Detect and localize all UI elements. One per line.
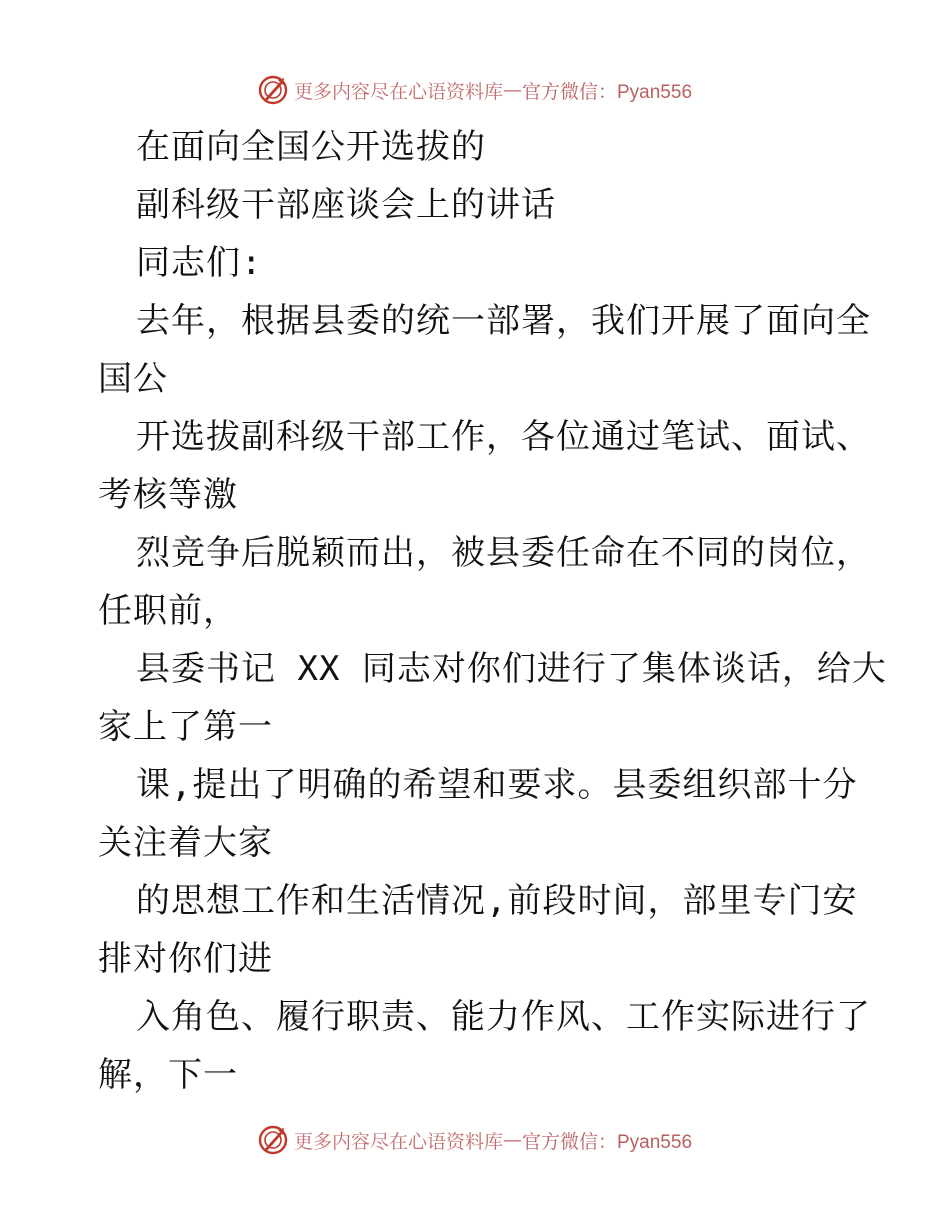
text-line: 国公	[98, 359, 168, 399]
text-line: 烈竞争后脱颖而出，被县委任命在不同的岗位，	[136, 533, 871, 573]
header-site-text: 更多内容尽在心语资料库	[293, 80, 503, 103]
header-wechat-text: 官方微信：Pyan556	[522, 81, 693, 103]
document-body	[98, 118, 887, 1104]
text-line: 排对你们进	[98, 939, 273, 979]
text-line: 在面向全国公开选拔的	[136, 127, 486, 167]
text-line: 同志们:	[136, 243, 263, 283]
text-line: 家上了第一	[98, 707, 273, 747]
text-line: 县委书记 XX 同志对你们进行了集体谈话，给大	[136, 649, 887, 689]
text-line: 课,提出了明确的希望和要求。县委组织部十分	[136, 765, 858, 805]
header-dash: —	[503, 79, 522, 101]
text-line: 解，下一	[98, 1055, 238, 1095]
quill-logo-icon	[258, 1125, 288, 1155]
text-line: 关注着大家	[98, 823, 273, 863]
text-line: 开选拔副科级干部工作，各位通过笔试、面试、	[136, 417, 871, 457]
text-line: 去年，根据县委的统一部署，我们开展了面向全	[136, 301, 871, 341]
text-line: 考核等激	[98, 475, 238, 515]
footer-site-text: 更多内容尽在心语资料库	[293, 1130, 503, 1153]
text-line: 入角色、履行职责、能力作风、工作实际进行了	[136, 997, 871, 1037]
text-line: 副科级干部座谈会上的讲话	[136, 185, 556, 225]
footer-wechat-text: 官方微信：Pyan556	[522, 1131, 693, 1153]
footer-watermark	[0, 1120, 950, 1160]
header-watermark	[0, 70, 950, 110]
quill-logo-icon	[258, 75, 288, 105]
text-line: 的思想工作和生活情况,前段时间，部里专门安	[136, 881, 858, 921]
text-line: 任职前，	[98, 591, 238, 631]
footer-dash: —	[503, 1129, 522, 1151]
